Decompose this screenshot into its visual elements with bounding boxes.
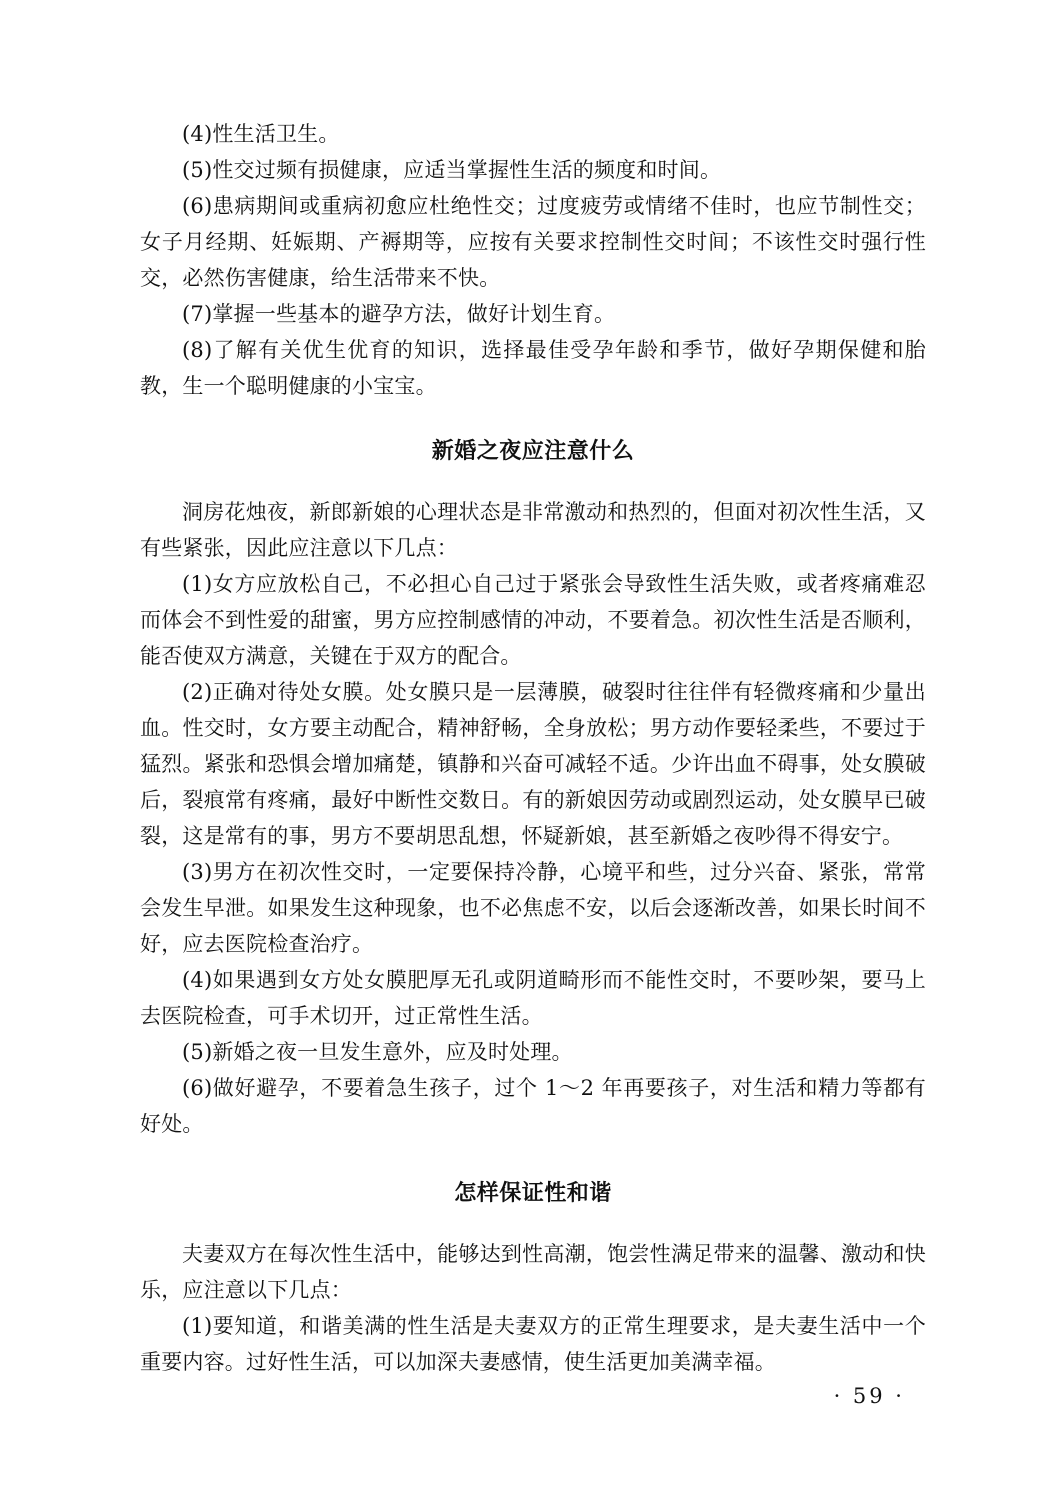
paragraph: 夫妻双方在每次性生活中，能够达到性高潮，饱尝性满足带来的温馨、激动和快乐，应注意以下几点： [140,1242,926,1302]
intro-item-5: (5)性交过频有损健康，应适当掌握性生活的频度和时间。 [182,158,722,182]
paragraph: (4)如果遇到女方处女膜肥厚无孔或阴道畸形而不能性交时，不要吵架，要马上去医院检查，可手术切开，过正常性生活。 [140,968,926,1028]
section-heading-harmony: 怎样保证性和谐 [454,1181,612,1206]
page-number: · 59 · [833,1384,905,1408]
section-harmony-body [140,1236,926,1380]
intro-item-4: (4)性生活卫生。 [182,122,340,146]
paragraph: (5)新婚之夜一旦发生意外，应及时处理。 [182,1040,573,1064]
paragraph: (1)女方应放松自己，不必担心自己过于紧张会导致性生活失败，或者疼痛难忍而体会不到性爱的甜蜜，男方应控制感情的冲动，不要着急。初次性生活是否顺利，能否使双方满意，关键在于双方的配合。 [140,572,926,668]
paragraph: 洞房花烛夜，新郎新娘的心理状态是非常激动和热烈的，但面对初次性生活，又有些紧张，因此应注意以下几点： [140,500,926,560]
intro-item-8: (8)了解有关优生优育的知识，选择最佳受孕年龄和季节，做好孕期保健和胎教，生一个聪明健康的小宝宝。 [140,338,926,398]
section-heading-wedding-night: 新婚之夜应注意什么 [431,439,635,464]
paragraph: (1)要知道，和谐美满的性生活是夫妻双方的正常生理要求，是夫妻生活中一个重要内容。过好性生活，可以加深夫妻感情，使生活更加美满幸福。 [140,1314,926,1374]
paragraph: (2)正确对待处女膜。处女膜只是一层薄膜，破裂时往往伴有轻微疼痛和少量出血。性交时，女方要主动配合，精神舒畅，全身放松；男方动作要轻柔些，不要过于猛烈。紧张和恐惧会增加痛楚，镇静和兴奋可减轻不适。少许出血不碍事，处女膜破后，裂痕常有疼痛，最好中断性交数日。有的新娘因劳动或剧烈运动，处女膜早已破裂，这是常有的事，男方不要胡思乱想，怀疑新娘，甚至新婚之夜吵得不得安宁。 [140,680,926,848]
paragraph: (6)做好避孕，不要着急生孩子，过个 1～2 年再要孩子，对生活和精力等都有好处。 [140,1076,926,1136]
intro-item-7: (7)掌握一些基本的避孕方法，做好计划生育。 [182,302,616,326]
intro-list [140,116,926,404]
section-wedding-night-body [140,494,926,1142]
paragraph: (3)男方在初次性交时，一定要保持冷静，心境平和些，过分兴奋、紧张，常常会发生早泄。如果发生这种现象，也不必焦虑不安，以后会逐渐改善，如果长时间不好，应去医院检查治疗。 [140,860,926,956]
intro-item-6: (6)患病期间或重病初愈应杜绝性交；过度疲劳或情绪不佳时，也应节制性交；女子月经期、妊娠期、产褥期等，应按有关要求控制性交时间；不该性交时强行性交，必然伤害健康，给生活带来不快。 [140,194,926,290]
